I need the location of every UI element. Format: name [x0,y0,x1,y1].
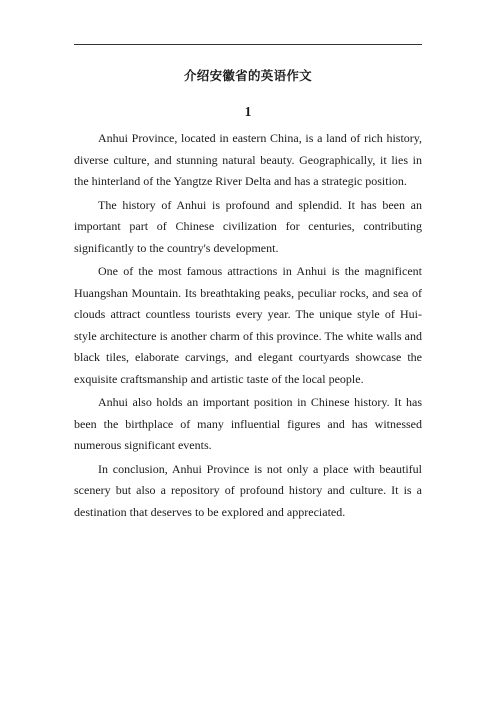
paragraph: Anhui also holds an important position in Chinese history. It has been the birthplace of many influential figures and has witnessed numerous significant events. [74,395,422,452]
header-rule [74,44,422,45]
essay-body [74,128,422,525]
paragraph: In conclusion, Anhui Province is not only a place with beautiful scenery but also a repository of profound history and culture. It is a destination that deserves to be explored and appreciated. [74,461,422,519]
document-title: 介绍安徽省的英语作文 [183,68,312,83]
section-number: 1 [244,104,252,119]
paragraph: Anhui Province, located in eastern China, is a land of rich history, diverse culture, and stunning natural beauty. Geographically, it lies in the hinterland of the Yangtze River Delta and has a strategic position. [74,131,422,188]
paragraph: One of the most famous attractions in Anhui is the magnificent Huangshan Mountain. Its breathtaking peaks, peculiar rocks, and sea of clouds attract countless tourists every year. The unique style of Hui-style architecture is another charm of this province. The white walls and black tiles, elaborate carvings, and elegant courtyards showcase the exquisite craftsmanship and artistic taste of the local people. [74,264,422,386]
paragraph: The history of Anhui is profound and splendid. It has been an important part of Chinese civilization for centuries, contributing significantly to the country's development. [74,197,422,255]
